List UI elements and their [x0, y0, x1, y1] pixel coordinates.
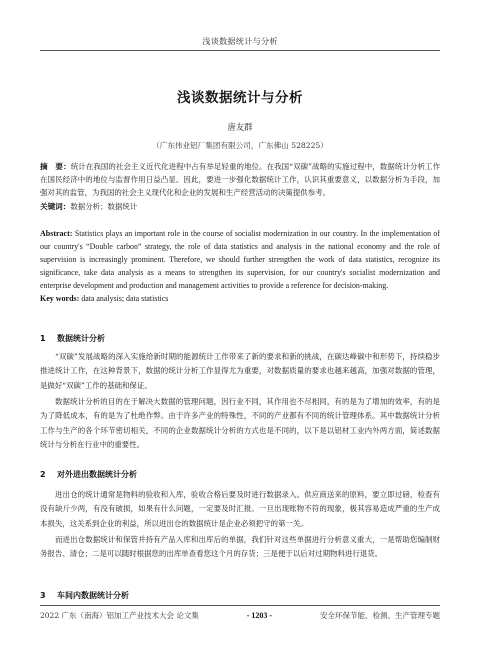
section-heading: [40, 469, 137, 480]
section-title: 对外进出数据统计分析: [57, 470, 137, 479]
english-keywords-text: data analysis; data statistics: [81, 294, 169, 303]
chinese-abstract: [40, 160, 440, 200]
section-heading: [40, 333, 105, 344]
footer-topic: 安全环保节能、检测、生产管理专题: [320, 611, 440, 620]
chinese-keywords: [40, 200, 440, 213]
english-abstract: [40, 228, 440, 293]
body-paragraph: 而进出仓数据统计和保管并持有产品入库和出库后的单据，我们针对这些单据进行分析意义重大，一是帮助您编制财务报告、清仓；二是可以随时根据您的出库单查看您这个月的存货；三是便于以后对过期物料进行退货。: [40, 535, 440, 559]
section-title: 车间内数据统计分析: [57, 591, 129, 600]
running-header: 浅谈数据统计与分析: [40, 36, 440, 51]
body-paragraph: 数据统计分析的目的在于解决大数据的管理问题，因行业不同，其作用也不尽相同，有的是为了增加的效率，有的是为了降低成本，有的是为了杜绝作弊。由于许多产业的特殊性，不同的产业都有不同的统计管理体系。其中数据统计分析工作与生产的各个环节密切相关，不同的企业数据统计分析的方式也是不同的，以下是以铝材工业内外两方面，简述数据统计与分析在行业中的重要性。: [40, 397, 440, 450]
page-footer: [40, 605, 440, 621]
chinese-keywords-label: 关键词：: [40, 202, 71, 211]
page-number: - 1203 -: [246, 611, 273, 620]
chinese-abstract-label: 摘 要：: [40, 162, 71, 171]
article-title: 浅谈数据统计与分析: [177, 90, 303, 106]
english-keywords: [40, 292, 440, 305]
article-affiliation: （广东伟业铝厂集团有限公司，广东佛山 528225）: [152, 141, 328, 150]
english-keywords-label: Key words:: [40, 294, 80, 303]
section-title: 数据统计分析: [57, 334, 105, 343]
article-author: 唐友群: [227, 122, 253, 132]
section-number: 3: [40, 591, 46, 600]
footer-proceedings: 2022 广东（南海）铝加工产业技术大会 论文集: [40, 611, 199, 620]
english-abstract-text: Statistics plays an important role in the course of socialist modernization in our country. In the implementation of our country's “Double carbon” strategy, the role of data statistics and analysis in the national economy and the role of supervision is increasingly prominent. Therefore, we should further strengthen the work of data statistics, recognize its significance, take data analysis as a means to strengthen its supervision, for our country's socialist modernization and enterprise development and production and management activities to provide a reference for decision-making.: [40, 229, 440, 290]
body-paragraph: 进出仓的统计通常是物料的验收和入库，验收合格后要及时进行数据录入。供应商送来的原料，要立即过磅，检查有没有缺斤少两，有没有破损，如果有什么问题，一定要及时汇报。一旦出现账物不符的现象，极其容易造成严重的生产成本损失，这关系到企业的利益，所以进出仓的数据统计是企业必须把守的第一关。: [40, 490, 440, 528]
section-heading: [40, 590, 129, 601]
section-number: 1: [40, 334, 46, 343]
english-abstract-label: Abstract:: [40, 229, 73, 238]
chinese-keywords-text: 数据分析；数据统计: [70, 202, 138, 211]
body-paragraph: “双碳”发展战略的深入实施给新时期的能源统计工作带来了新的要求和新的挑战，在碳达峰碳中和形势下，持续稳步推进统计工作，在这种背景下，数据的统计分析工作显得尤为重要，对数据质量的要求也越来越高，加强对数据的管理，是做好“双碳”工作的基础和保证。: [40, 352, 440, 390]
section-number: 2: [40, 470, 46, 479]
chinese-abstract-text: 统计在我国的社会主义近代化进程中占有举足轻重的地位。在我国“双碳”战略的实施过程中，数据统计分析工作在国民经济中的地位与监督作用日益凸显。因此，要进一步强化数据统计工作，认识其重要意义，以数据分析为手段，加强对其的监管，为我国的社会主义现代化和企业的发展和生产经营活动的决策提供参考。: [40, 162, 441, 198]
